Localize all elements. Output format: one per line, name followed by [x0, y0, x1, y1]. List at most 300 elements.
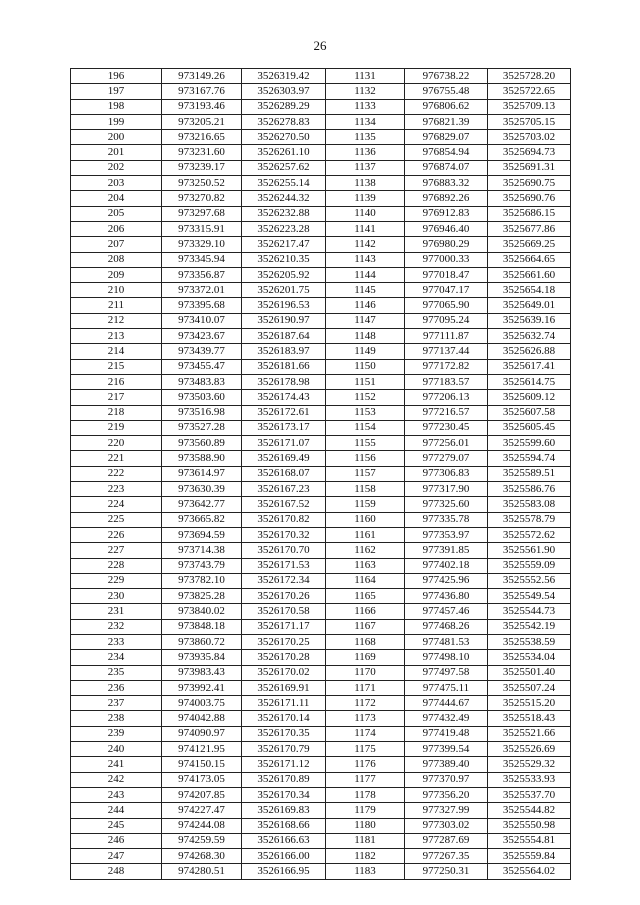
x-coordinate-right-cell: 977444.67 [405, 696, 488, 711]
point-number-right-cell: 1171 [326, 680, 405, 695]
table-row [71, 390, 571, 405]
table-row [71, 604, 571, 619]
y-coordinate-left-cell: 3526168.07 [242, 466, 326, 481]
x-coordinate-right-cell: 976755.48 [405, 84, 488, 99]
x-coordinate-right-cell: 977065.90 [405, 298, 488, 313]
table-row [71, 313, 571, 328]
point-number-right-cell: 1165 [326, 589, 405, 604]
y-coordinate-left-cell: 3526201.75 [242, 283, 326, 298]
point-number-left-cell: 207 [71, 237, 162, 252]
x-coordinate-left-cell: 973410.07 [162, 313, 242, 328]
point-number-right-cell: 1144 [326, 267, 405, 282]
x-coordinate-right-cell: 977402.18 [405, 558, 488, 573]
table-row [71, 849, 571, 864]
table-row [71, 176, 571, 191]
table-row [71, 497, 571, 512]
point-number-right-cell: 1150 [326, 359, 405, 374]
table-row [71, 436, 571, 451]
point-number-left-cell: 239 [71, 726, 162, 741]
point-number-right-cell: 1164 [326, 573, 405, 588]
y-coordinate-left-cell: 3526178.98 [242, 374, 326, 389]
x-coordinate-left-cell: 974268.30 [162, 849, 242, 864]
point-number-right-cell: 1173 [326, 711, 405, 726]
x-coordinate-right-cell: 977468.26 [405, 619, 488, 634]
y-coordinate-right-cell: 3525661.60 [488, 267, 571, 282]
x-coordinate-right-cell: 977256.01 [405, 436, 488, 451]
y-coordinate-right-cell: 3525583.08 [488, 497, 571, 512]
y-coordinate-right-cell: 3525690.75 [488, 176, 571, 191]
point-number-left-cell: 200 [71, 130, 162, 145]
table-row [71, 558, 571, 573]
table-row [71, 344, 571, 359]
y-coordinate-right-cell: 3525559.09 [488, 558, 571, 573]
point-number-left-cell: 216 [71, 374, 162, 389]
x-coordinate-right-cell: 977475.11 [405, 680, 488, 695]
x-coordinate-left-cell: 973840.02 [162, 604, 242, 619]
point-number-left-cell: 233 [71, 634, 162, 649]
point-number-right-cell: 1180 [326, 818, 405, 833]
x-coordinate-left-cell: 973356.87 [162, 267, 242, 282]
x-coordinate-left-cell: 974121.95 [162, 742, 242, 757]
y-coordinate-right-cell: 3525526.69 [488, 742, 571, 757]
x-coordinate-left-cell: 973588.90 [162, 451, 242, 466]
x-coordinate-left-cell: 973250.52 [162, 176, 242, 191]
y-coordinate-left-cell: 3526319.42 [242, 69, 326, 84]
point-number-left-cell: 210 [71, 283, 162, 298]
x-coordinate-right-cell: 977419.48 [405, 726, 488, 741]
x-coordinate-right-cell: 976874.07 [405, 160, 488, 175]
y-coordinate-right-cell: 3525709.13 [488, 99, 571, 114]
x-coordinate-left-cell: 974227.47 [162, 803, 242, 818]
y-coordinate-right-cell: 3525609.12 [488, 390, 571, 405]
y-coordinate-left-cell: 3526183.97 [242, 344, 326, 359]
y-coordinate-left-cell: 3526171.07 [242, 436, 326, 451]
point-number-left-cell: 204 [71, 191, 162, 206]
table-row [71, 589, 571, 604]
y-coordinate-right-cell: 3525632.74 [488, 329, 571, 344]
point-number-right-cell: 1139 [326, 191, 405, 206]
point-number-left-cell: 226 [71, 527, 162, 542]
y-coordinate-right-cell: 3525529.32 [488, 757, 571, 772]
x-coordinate-left-cell: 973345.94 [162, 252, 242, 267]
table-row [71, 99, 571, 114]
point-number-right-cell: 1154 [326, 420, 405, 435]
point-number-left-cell: 245 [71, 818, 162, 833]
x-coordinate-left-cell: 973423.67 [162, 329, 242, 344]
y-coordinate-right-cell: 3525617.41 [488, 359, 571, 374]
x-coordinate-right-cell: 977111.87 [405, 329, 488, 344]
point-number-right-cell: 1156 [326, 451, 405, 466]
y-coordinate-left-cell: 3526244.32 [242, 191, 326, 206]
y-coordinate-right-cell: 3525677.86 [488, 221, 571, 236]
x-coordinate-right-cell: 977436.80 [405, 589, 488, 604]
point-number-left-cell: 198 [71, 99, 162, 114]
y-coordinate-right-cell: 3525501.40 [488, 665, 571, 680]
x-coordinate-left-cell: 973270.82 [162, 191, 242, 206]
point-number-right-cell: 1160 [326, 512, 405, 527]
point-number-left-cell: 237 [71, 696, 162, 711]
point-number-left-cell: 212 [71, 313, 162, 328]
y-coordinate-left-cell: 3526170.58 [242, 604, 326, 619]
point-number-right-cell: 1158 [326, 482, 405, 497]
y-coordinate-right-cell: 3525578.79 [488, 512, 571, 527]
x-coordinate-left-cell: 973231.60 [162, 145, 242, 160]
table-row [71, 757, 571, 772]
x-coordinate-right-cell: 977425.96 [405, 573, 488, 588]
point-number-right-cell: 1133 [326, 99, 405, 114]
y-coordinate-left-cell: 3526170.70 [242, 543, 326, 558]
x-coordinate-left-cell: 973630.39 [162, 482, 242, 497]
x-coordinate-left-cell: 973503.60 [162, 390, 242, 405]
coordinates-table-body [71, 69, 571, 880]
point-number-left-cell: 236 [71, 680, 162, 695]
point-number-left-cell: 203 [71, 176, 162, 191]
table-row [71, 680, 571, 695]
y-coordinate-right-cell: 3525559.84 [488, 849, 571, 864]
y-coordinate-right-cell: 3525542.19 [488, 619, 571, 634]
table-row [71, 160, 571, 175]
x-coordinate-right-cell: 977183.57 [405, 374, 488, 389]
x-coordinate-right-cell: 977497.58 [405, 665, 488, 680]
y-coordinate-left-cell: 3526171.12 [242, 757, 326, 772]
table-row [71, 329, 571, 344]
point-number-right-cell: 1167 [326, 619, 405, 634]
x-coordinate-right-cell: 977216.57 [405, 405, 488, 420]
x-coordinate-right-cell: 977399.54 [405, 742, 488, 757]
y-coordinate-left-cell: 3526170.34 [242, 787, 326, 802]
x-coordinate-right-cell: 976946.40 [405, 221, 488, 236]
point-number-right-cell: 1149 [326, 344, 405, 359]
y-coordinate-left-cell: 3526261.10 [242, 145, 326, 160]
x-coordinate-left-cell: 973329.10 [162, 237, 242, 252]
x-coordinate-left-cell: 974280.51 [162, 864, 242, 879]
point-number-left-cell: 230 [71, 589, 162, 604]
table-row [71, 742, 571, 757]
table-row [71, 191, 571, 206]
y-coordinate-right-cell: 3525533.93 [488, 772, 571, 787]
table-row [71, 84, 571, 99]
y-coordinate-right-cell: 3525607.58 [488, 405, 571, 420]
table-row [71, 359, 571, 374]
x-coordinate-left-cell: 973205.21 [162, 114, 242, 129]
point-number-right-cell: 1166 [326, 604, 405, 619]
y-coordinate-left-cell: 3526170.32 [242, 527, 326, 542]
x-coordinate-right-cell: 977327.99 [405, 803, 488, 818]
x-coordinate-right-cell: 977172.82 [405, 359, 488, 374]
x-coordinate-left-cell: 974090.97 [162, 726, 242, 741]
y-coordinate-left-cell: 3526170.28 [242, 650, 326, 665]
x-coordinate-left-cell: 973614.97 [162, 466, 242, 481]
x-coordinate-left-cell: 973825.28 [162, 589, 242, 604]
x-coordinate-left-cell: 973983.43 [162, 665, 242, 680]
point-number-left-cell: 218 [71, 405, 162, 420]
point-number-right-cell: 1131 [326, 69, 405, 84]
x-coordinate-left-cell: 973455.47 [162, 359, 242, 374]
point-number-right-cell: 1176 [326, 757, 405, 772]
coordinates-table [70, 68, 571, 880]
x-coordinate-right-cell: 976738.22 [405, 69, 488, 84]
x-coordinate-left-cell: 973665.82 [162, 512, 242, 527]
point-number-left-cell: 224 [71, 497, 162, 512]
point-number-left-cell: 231 [71, 604, 162, 619]
y-coordinate-left-cell: 3526223.28 [242, 221, 326, 236]
point-number-left-cell: 238 [71, 711, 162, 726]
x-coordinate-left-cell: 973483.83 [162, 374, 242, 389]
y-coordinate-right-cell: 3525521.66 [488, 726, 571, 741]
point-number-right-cell: 1178 [326, 787, 405, 802]
y-coordinate-right-cell: 3525722.65 [488, 84, 571, 99]
x-coordinate-right-cell: 977353.97 [405, 527, 488, 542]
y-coordinate-left-cell: 3526172.61 [242, 405, 326, 420]
table-row [71, 420, 571, 435]
y-coordinate-left-cell: 3526171.11 [242, 696, 326, 711]
x-coordinate-left-cell: 974259.59 [162, 833, 242, 848]
table-row [71, 527, 571, 542]
point-number-right-cell: 1155 [326, 436, 405, 451]
x-coordinate-left-cell: 973560.89 [162, 436, 242, 451]
x-coordinate-left-cell: 973297.68 [162, 206, 242, 221]
y-coordinate-right-cell: 3525589.51 [488, 466, 571, 481]
point-number-right-cell: 1159 [326, 497, 405, 512]
x-coordinate-right-cell: 977370.97 [405, 772, 488, 787]
y-coordinate-left-cell: 3526170.89 [242, 772, 326, 787]
point-number-right-cell: 1175 [326, 742, 405, 757]
point-number-left-cell: 241 [71, 757, 162, 772]
x-coordinate-right-cell: 976883.32 [405, 176, 488, 191]
table-row [71, 772, 571, 787]
point-number-left-cell: 228 [71, 558, 162, 573]
x-coordinate-left-cell: 973935.84 [162, 650, 242, 665]
y-coordinate-right-cell: 3525728.20 [488, 69, 571, 84]
x-coordinate-right-cell: 977317.90 [405, 482, 488, 497]
x-coordinate-right-cell: 977303.02 [405, 818, 488, 833]
table-row [71, 145, 571, 160]
point-number-left-cell: 246 [71, 833, 162, 848]
table-row [71, 221, 571, 236]
y-coordinate-left-cell: 3526205.92 [242, 267, 326, 282]
y-coordinate-left-cell: 3526217.47 [242, 237, 326, 252]
x-coordinate-left-cell: 974150.15 [162, 757, 242, 772]
y-coordinate-right-cell: 3525554.81 [488, 833, 571, 848]
point-number-left-cell: 223 [71, 482, 162, 497]
x-coordinate-left-cell: 973860.72 [162, 634, 242, 649]
y-coordinate-right-cell: 3525703.02 [488, 130, 571, 145]
x-coordinate-left-cell: 973372.01 [162, 283, 242, 298]
y-coordinate-right-cell: 3525669.25 [488, 237, 571, 252]
y-coordinate-right-cell: 3525544.82 [488, 803, 571, 818]
y-coordinate-left-cell: 3526187.64 [242, 329, 326, 344]
point-number-right-cell: 1177 [326, 772, 405, 787]
point-number-right-cell: 1132 [326, 84, 405, 99]
x-coordinate-left-cell: 973315.91 [162, 221, 242, 236]
x-coordinate-right-cell: 977335.78 [405, 512, 488, 527]
y-coordinate-right-cell: 3525639.16 [488, 313, 571, 328]
point-number-left-cell: 247 [71, 849, 162, 864]
y-coordinate-left-cell: 3526166.00 [242, 849, 326, 864]
table-row [71, 482, 571, 497]
table-row [71, 787, 571, 802]
y-coordinate-right-cell: 3525561.90 [488, 543, 571, 558]
table-row [71, 451, 571, 466]
y-coordinate-left-cell: 3526255.14 [242, 176, 326, 191]
y-coordinate-left-cell: 3526173.17 [242, 420, 326, 435]
point-number-left-cell: 244 [71, 803, 162, 818]
table-row [71, 864, 571, 879]
y-coordinate-left-cell: 3526167.23 [242, 482, 326, 497]
point-number-left-cell: 202 [71, 160, 162, 175]
x-coordinate-left-cell: 973239.17 [162, 160, 242, 175]
y-coordinate-right-cell: 3525515.20 [488, 696, 571, 711]
x-coordinate-left-cell: 974173.05 [162, 772, 242, 787]
x-coordinate-right-cell: 976854.94 [405, 145, 488, 160]
point-number-left-cell: 215 [71, 359, 162, 374]
x-coordinate-left-cell: 974003.75 [162, 696, 242, 711]
point-number-left-cell: 234 [71, 650, 162, 665]
x-coordinate-right-cell: 977279.07 [405, 451, 488, 466]
y-coordinate-right-cell: 3525537.70 [488, 787, 571, 802]
y-coordinate-right-cell: 3525614.75 [488, 374, 571, 389]
point-number-left-cell: 205 [71, 206, 162, 221]
point-number-left-cell: 229 [71, 573, 162, 588]
y-coordinate-right-cell: 3525649.01 [488, 298, 571, 313]
y-coordinate-right-cell: 3525691.31 [488, 160, 571, 175]
point-number-right-cell: 1169 [326, 650, 405, 665]
table-row [71, 130, 571, 145]
table-row [71, 252, 571, 267]
x-coordinate-right-cell: 977047.17 [405, 283, 488, 298]
x-coordinate-right-cell: 977356.20 [405, 787, 488, 802]
y-coordinate-left-cell: 3526171.17 [242, 619, 326, 634]
point-number-left-cell: 235 [71, 665, 162, 680]
table-row [71, 283, 571, 298]
x-coordinate-right-cell: 977267.35 [405, 849, 488, 864]
y-coordinate-left-cell: 3526169.49 [242, 451, 326, 466]
x-coordinate-left-cell: 973167.76 [162, 84, 242, 99]
x-coordinate-right-cell: 976980.29 [405, 237, 488, 252]
y-coordinate-right-cell: 3525538.59 [488, 634, 571, 649]
point-number-right-cell: 1183 [326, 864, 405, 879]
y-coordinate-left-cell: 3526171.53 [242, 558, 326, 573]
x-coordinate-right-cell: 976912.83 [405, 206, 488, 221]
point-number-left-cell: 222 [71, 466, 162, 481]
x-coordinate-left-cell: 974207.85 [162, 787, 242, 802]
point-number-right-cell: 1148 [326, 329, 405, 344]
x-coordinate-right-cell: 976806.62 [405, 99, 488, 114]
x-coordinate-right-cell: 976821.39 [405, 114, 488, 129]
table-row [71, 833, 571, 848]
point-number-right-cell: 1145 [326, 283, 405, 298]
x-coordinate-left-cell: 973743.79 [162, 558, 242, 573]
point-number-left-cell: 220 [71, 436, 162, 451]
y-coordinate-right-cell: 3525664.65 [488, 252, 571, 267]
point-number-left-cell: 225 [71, 512, 162, 527]
point-number-right-cell: 1170 [326, 665, 405, 680]
point-number-right-cell: 1174 [326, 726, 405, 741]
point-number-right-cell: 1147 [326, 313, 405, 328]
x-coordinate-right-cell: 977306.83 [405, 466, 488, 481]
point-number-right-cell: 1142 [326, 237, 405, 252]
table-row [71, 114, 571, 129]
x-coordinate-right-cell: 977206.13 [405, 390, 488, 405]
table-row [71, 619, 571, 634]
y-coordinate-left-cell: 3526170.35 [242, 726, 326, 741]
y-coordinate-left-cell: 3526170.26 [242, 589, 326, 604]
y-coordinate-left-cell: 3526196.53 [242, 298, 326, 313]
x-coordinate-right-cell: 977018.47 [405, 267, 488, 282]
point-number-right-cell: 1143 [326, 252, 405, 267]
table-row [71, 206, 571, 221]
y-coordinate-right-cell: 3525550.98 [488, 818, 571, 833]
y-coordinate-left-cell: 3526174.43 [242, 390, 326, 405]
point-number-left-cell: 217 [71, 390, 162, 405]
x-coordinate-right-cell: 977325.60 [405, 497, 488, 512]
table-row [71, 267, 571, 282]
table-row [71, 650, 571, 665]
point-number-left-cell: 199 [71, 114, 162, 129]
y-coordinate-left-cell: 3526170.79 [242, 742, 326, 757]
page-number: 26 [313, 38, 327, 53]
point-number-left-cell: 201 [71, 145, 162, 160]
y-coordinate-left-cell: 3526278.83 [242, 114, 326, 129]
table-row [71, 466, 571, 481]
table-row [71, 634, 571, 649]
point-number-right-cell: 1146 [326, 298, 405, 313]
x-coordinate-right-cell: 977498.10 [405, 650, 488, 665]
y-coordinate-right-cell: 3525534.04 [488, 650, 571, 665]
y-coordinate-left-cell: 3526303.97 [242, 84, 326, 99]
y-coordinate-right-cell: 3525544.73 [488, 604, 571, 619]
x-coordinate-right-cell: 977137.44 [405, 344, 488, 359]
point-number-left-cell: 213 [71, 329, 162, 344]
point-number-right-cell: 1136 [326, 145, 405, 160]
x-coordinate-left-cell: 974042.88 [162, 711, 242, 726]
y-coordinate-right-cell: 3525518.43 [488, 711, 571, 726]
point-number-left-cell: 197 [71, 84, 162, 99]
y-coordinate-left-cell: 3526166.63 [242, 833, 326, 848]
point-number-right-cell: 1153 [326, 405, 405, 420]
table-row [71, 696, 571, 711]
y-coordinate-left-cell: 3526289.29 [242, 99, 326, 114]
table-row [71, 803, 571, 818]
point-number-right-cell: 1151 [326, 374, 405, 389]
y-coordinate-left-cell: 3526168.66 [242, 818, 326, 833]
point-number-left-cell: 206 [71, 221, 162, 236]
x-coordinate-right-cell: 976829.07 [405, 130, 488, 145]
point-number-right-cell: 1134 [326, 114, 405, 129]
point-number-left-cell: 243 [71, 787, 162, 802]
point-number-left-cell: 196 [71, 69, 162, 84]
x-coordinate-left-cell: 973516.98 [162, 405, 242, 420]
y-coordinate-left-cell: 3526169.91 [242, 680, 326, 695]
y-coordinate-right-cell: 3525705.15 [488, 114, 571, 129]
x-coordinate-right-cell: 977481.53 [405, 634, 488, 649]
point-number-left-cell: 221 [71, 451, 162, 466]
point-number-right-cell: 1182 [326, 849, 405, 864]
y-coordinate-left-cell: 3526170.25 [242, 634, 326, 649]
y-coordinate-right-cell: 3525552.56 [488, 573, 571, 588]
x-coordinate-left-cell: 973216.65 [162, 130, 242, 145]
point-number-right-cell: 1152 [326, 390, 405, 405]
point-number-right-cell: 1138 [326, 176, 405, 191]
table-row [71, 665, 571, 680]
x-coordinate-right-cell: 977457.46 [405, 604, 488, 619]
y-coordinate-right-cell: 3525626.88 [488, 344, 571, 359]
y-coordinate-left-cell: 3526257.62 [242, 160, 326, 175]
point-number-right-cell: 1161 [326, 527, 405, 542]
table-row [71, 726, 571, 741]
point-number-left-cell: 242 [71, 772, 162, 787]
y-coordinate-left-cell: 3526190.97 [242, 313, 326, 328]
